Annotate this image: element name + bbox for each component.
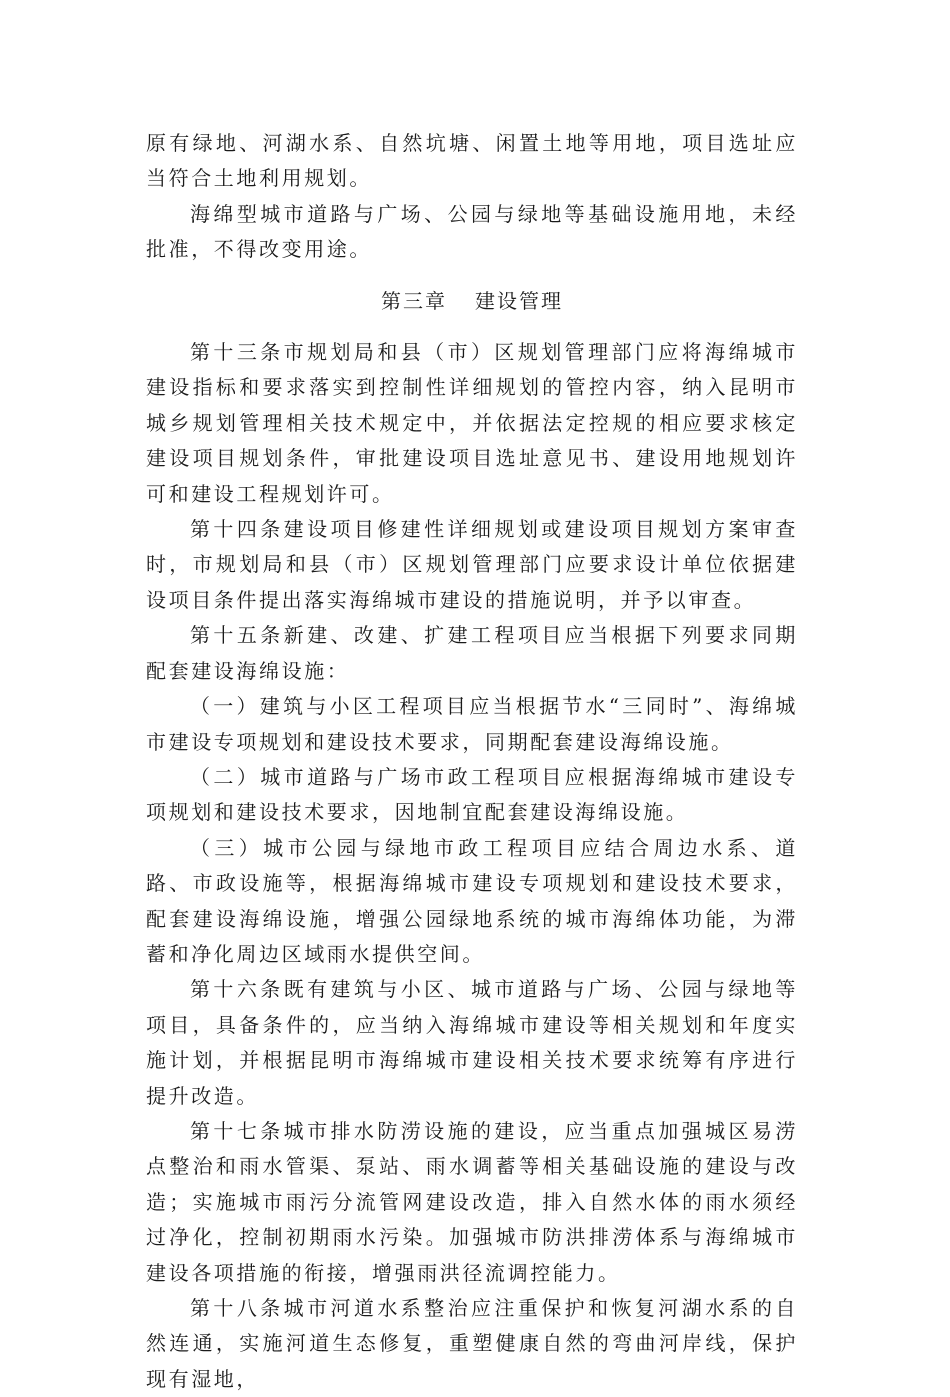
article-13: 第十三条市规划局和县（市）区规划管理部门应将海绵城市建设指标和要求落实到控制性详细规划的管控内容，纳入昆明市城乡规划管理相关技术规定中，并依据法定控规的相应要求核定建设项目规划条件，审批建设项目选址意见书、建设用地规划许可和建设工程规划许可。 — [146, 340, 798, 506]
chapter-title: 建设管理 — [475, 288, 563, 313]
paragraph-land-use: 海绵型城市道路与广场、公园与绿地等基础设施用地，未经批准，不得改变用途。 — [146, 201, 798, 262]
article-15-item-1: （一）建筑与小区工程项目应当根据节水“三同时”、海绵城市建设专项规划和建设技术要求，同期配套建设海绵设施。 — [146, 694, 798, 754]
chapter-number: 第三章 — [381, 288, 447, 313]
article-17: 第十七条城市排水防涝设施的建设，应当重点加强城区易涝点整治和雨水管渠、泵站、雨水调蓄等相关基础设施的建设与改造；实施城市雨污分流管网建设改造，排入自然水体的雨水须经过净化，控制初期雨水污染。加强城市防洪排涝体系与海绵城市建设各项措施的衔接，增强雨洪径流调控能力。 — [146, 1118, 798, 1285]
article-15-item-2: （二）城市道路与广场市政工程项目应根据海绵城市建设专项规划和建设技术要求，因地制宜配套建设海绵设施。 — [146, 764, 798, 825]
article-16: 第十六条既有建筑与小区、城市道路与广场、公园与绿地等项目，具备条件的，应当纳入海绵城市建设等相关规划和年度实施计划，并根据昆明市海绵城市建设相关技术要求统筹有序进行提升改造。 — [146, 977, 798, 1108]
chapter-heading — [146, 284, 798, 319]
article-15: 第十五条新建、改建、扩建工程项目应当根据下列要求同期配套建设海绵设施： — [146, 623, 798, 683]
paragraph-continued: 原有绿地、河湖水系、自然坑塘、闲置土地等用地，项目选址应当符合土地利用规划。 — [146, 131, 798, 191]
article-15-item-3: （三）城市公园与绿地市政工程项目应结合周边水系、道路、市政设施等，根据海绵城市建设专项规划和建设技术要求，配套建设海绵设施，增强公园绿地系统的城市海绵体功能，为滞蓄和净化周边区域雨水提供空间。 — [146, 835, 798, 966]
article-14: 第十四条建设项目修建性详细规划或建设项目规划方案审查时，市规划局和县（市）区规划管理部门应要求设计单位依据建设项目条件提出落实海绵城市建设的措施说明，并予以审查。 — [146, 517, 798, 612]
document-body — [146, 126, 798, 1397]
article-18: 第十八条城市河道水系整治应注重保护和恢复河湖水系的自然连通，实施河道生态修复，重塑健康自然的弯曲河岸线，保护现有湿地， — [146, 1296, 798, 1391]
